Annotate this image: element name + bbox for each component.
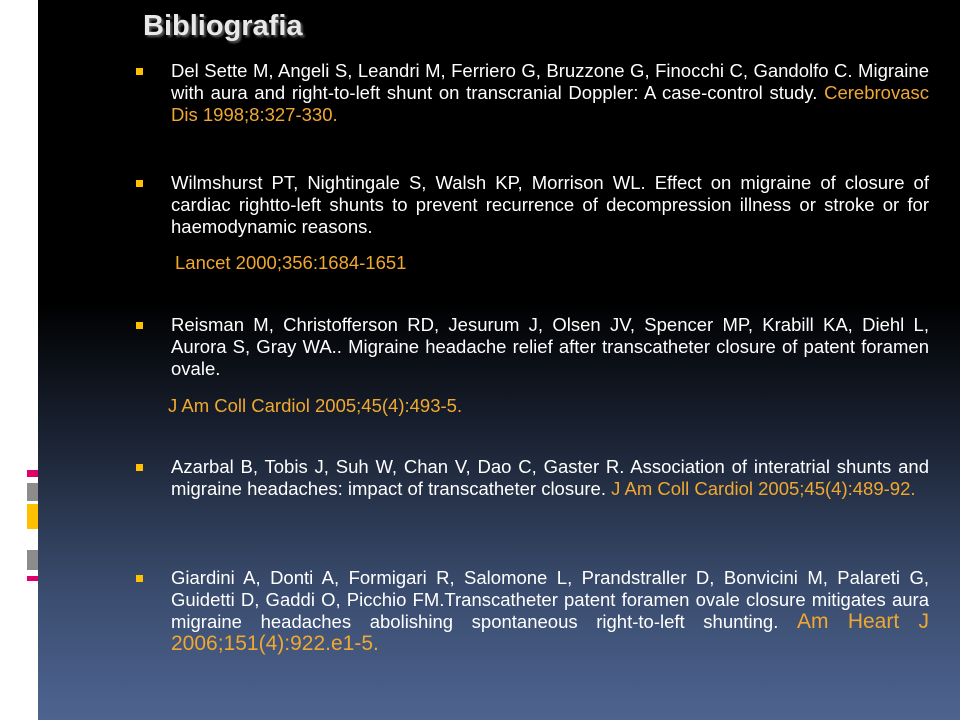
reference-journal: Am Heart J 2006;151(4):922.e1-5. bbox=[171, 610, 929, 655]
reference-text bbox=[171, 314, 929, 380]
deco-bar-yellow bbox=[27, 504, 38, 529]
reference-text bbox=[171, 567, 929, 655]
left-margin bbox=[0, 0, 38, 720]
reference-text bbox=[171, 60, 929, 126]
bullet-icon bbox=[136, 464, 143, 471]
reference-authors-title: Wilmshurst PT, Nightingale S, Walsh KP, Morrison WL. Effect on migraine of closure of cardiac rightto-left shunts to prevent recurrence of decompression illness or stroke or for haemodynamic reasons. bbox=[171, 172, 929, 237]
bullet-icon bbox=[136, 180, 143, 187]
bullet-icon bbox=[136, 575, 143, 582]
reference-journal: J Am Coll Cardiol 2005;45(4):493-5. bbox=[168, 395, 463, 416]
reference-journal: Cerebrovasc Dis 1998;8:327-330. bbox=[171, 82, 929, 125]
reference-journal: J Am Coll Cardiol 2005;45(4):489-92. bbox=[605, 478, 916, 499]
deco-bar-gray-1 bbox=[27, 483, 38, 501]
slide-title: Bibliografia bbox=[143, 10, 303, 42]
bullet-icon bbox=[136, 68, 143, 75]
reference-authors-title: Reisman M, Christofferson RD, Jesurum J, Olsen JV, Spencer MP, Krabill KA, Diehl L, Aurora S, Gray WA.. Migraine headache relief after transcatheter closure of patent foramen ovale. bbox=[171, 314, 929, 379]
reference-text bbox=[171, 456, 929, 500]
deco-bar-red-1 bbox=[27, 470, 38, 477]
reference-authors-title: Giardini A, Donti A, Formigari R, Salomone L, Prandstraller D, Bonvicini M, Palareti G, Guidetti D, Gaddi O, Picchio FM.Transcatheter patent foramen ovale closure mitigates aura migraine headaches abolishing spontaneous right-to-left shunting. bbox=[171, 567, 929, 632]
deco-bar-gray-2 bbox=[27, 550, 38, 570]
reference-authors-title: Del Sette M, Angeli S, Leandri M, Ferriero G, Bruzzone G, Finocchi C, Gandolfo C. Migraine with aura and right-to-left shunt on transcranial Doppler: A case-control study. bbox=[171, 60, 929, 103]
reference-text bbox=[171, 172, 929, 238]
reference-period: . bbox=[600, 478, 606, 499]
reference-journal: Lancet 2000;356:1684-1651 bbox=[175, 252, 407, 273]
deco-bar-red-2 bbox=[27, 576, 38, 581]
bullet-icon bbox=[136, 322, 143, 329]
reference-authors-title: Azarbal B, Tobis J, Suh W, Chan V, Dao C, Gaster R. Association of interatrial shunts and migraine headaches: impact of transcatheter closure bbox=[171, 456, 929, 499]
